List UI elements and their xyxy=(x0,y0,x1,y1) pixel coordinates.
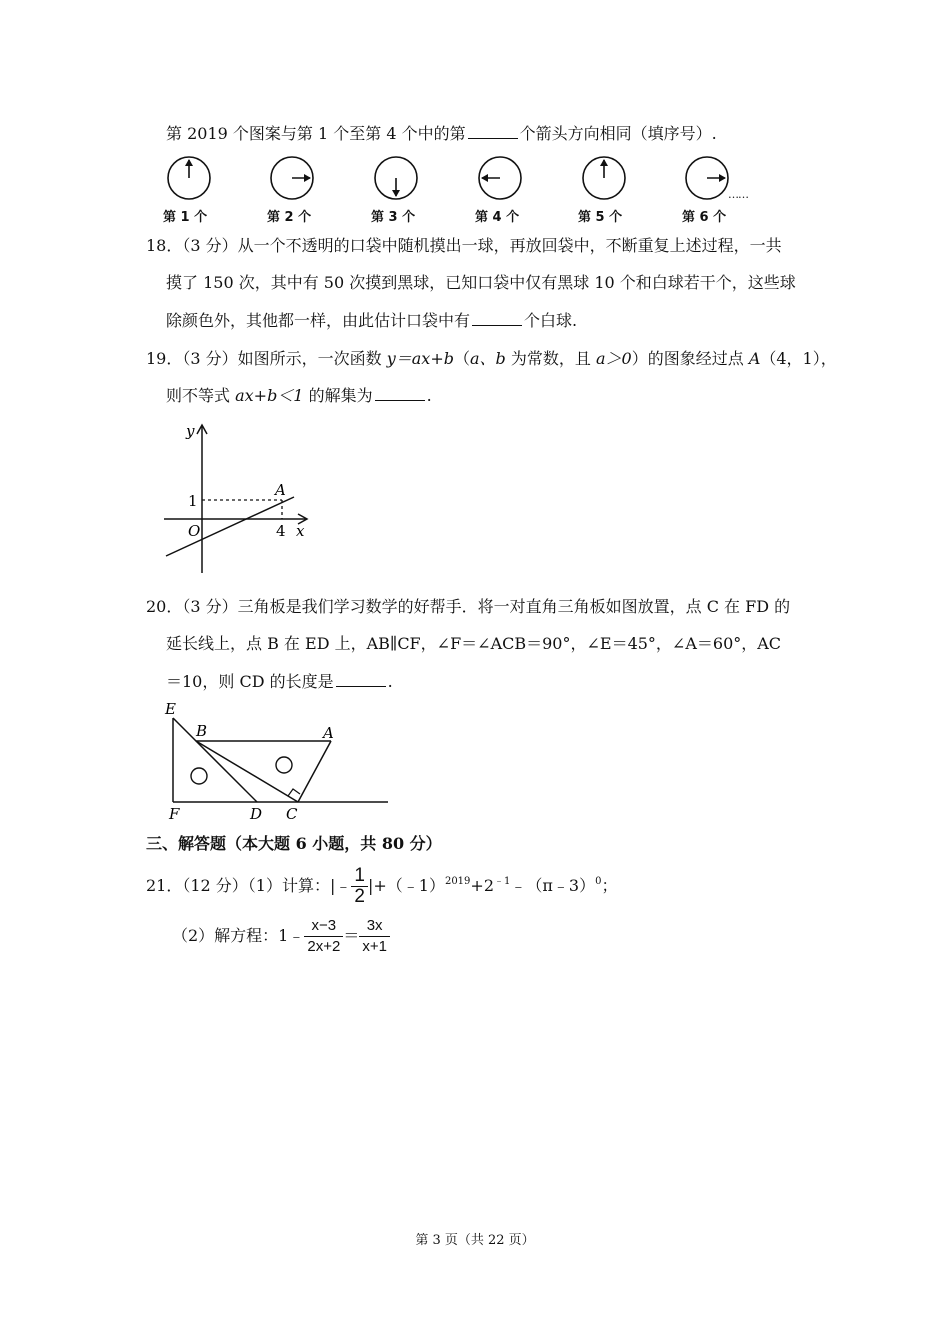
pattern-5-label: 第 5 个 xyxy=(578,210,623,225)
pattern-6-label: 第 6 个 xyxy=(682,210,727,225)
line-ac xyxy=(298,741,331,802)
pattern-2-icon xyxy=(271,157,313,199)
q19-graph xyxy=(160,418,320,578)
pattern-6-icon xyxy=(686,157,728,199)
hole-left xyxy=(191,768,207,784)
pattern-5-icon xyxy=(583,157,625,199)
pattern-3-icon xyxy=(375,157,417,199)
arrow-patterns-svg xyxy=(150,150,790,210)
q18-line-2: 摸了 150 次，其中有 50 次摸到黑球，已知口袋中仅有黑球 10 个和白球若干个，这些球 xyxy=(166,273,796,292)
pattern-1-label: 第 1 个 xyxy=(163,210,208,225)
q19-line-1: 19．（3 分）如图所示，一次函数 y＝ax+b（a、b 为常数，且 a＞0）的图象经过点 A（4，1）， xyxy=(146,349,837,368)
q20-line-1: 20．（3 分）三角板是我们学习数学的好帮手．将一对直角三角板如图放置，点 C 在 FD 的 xyxy=(146,597,791,616)
q18-line-1: 18．（3 分）从一个不透明的口袋中随机摸出一球，再放回袋中，不断重复上述过程，一共 xyxy=(146,236,782,255)
section-heading: 三、解答题（本大题 6 小题，共 80 分） xyxy=(146,834,442,853)
q19-line-2: 则不等式 ax+b＜1 的解集为 . xyxy=(166,386,432,405)
point-a-label: A xyxy=(275,481,286,499)
label-b: B xyxy=(196,722,208,740)
hole-right xyxy=(276,757,292,773)
pattern-4-icon xyxy=(479,157,521,199)
x-label: x xyxy=(296,522,305,540)
pattern-3-label: 第 3 个 xyxy=(371,210,416,225)
line-ed xyxy=(173,718,257,802)
q21-part-2: （2）解方程：1﹣ $\frac{x-3}{2x+2}$ ＝ $\frac{3x}{x+1}$ xyxy=(172,914,390,958)
q17-text: 第 2019 个图案与第 1 个至第 4 个中的第 个箭头方向相同（填序号）. xyxy=(166,124,717,143)
answer-blank xyxy=(468,124,518,139)
q20-line-3: ＝10，则 CD 的长度是 . xyxy=(166,672,393,691)
pattern-4-label: 第 4 个 xyxy=(475,210,520,225)
answer-blank xyxy=(336,672,386,687)
label-e: E xyxy=(165,700,176,718)
tick-four-label: 4 xyxy=(276,522,286,540)
label-d: D xyxy=(250,805,263,823)
q20-line-2: 延长线上，点 B 在 ED 上，AB∥CF，∠F＝∠ACB＝90°，∠E＝45°，∠A＝60°，AC xyxy=(166,634,782,653)
origin-label: O xyxy=(188,522,201,540)
label-f: F xyxy=(169,805,180,823)
page-footer: 第 3 页（共 22 页） xyxy=(415,1233,535,1248)
answer-blank xyxy=(472,311,522,326)
label-a: A xyxy=(323,724,334,742)
fraction-3x: $\frac{3x}{x+1}$ xyxy=(359,916,390,957)
arrow-patterns xyxy=(150,150,790,230)
pattern-ellipsis: …… xyxy=(728,188,748,201)
answer-blank xyxy=(375,386,425,401)
right-angle-mark xyxy=(288,789,300,796)
function-line xyxy=(166,497,294,556)
pattern-2-label: 第 2 个 xyxy=(267,210,312,225)
fraction-x-minus-3: $\frac{x-3}{2x+2}$ xyxy=(304,916,343,957)
y-label: y xyxy=(186,422,195,440)
q21-part-1: 21．（12 分）（1）计算：|﹣ $\frac{1}{2}$ $|+(﹣1)^{2019}+2^{﹣1}﹣(\pi﹣3)^0$； xyxy=(146,865,618,907)
label-c: C xyxy=(286,805,298,823)
pattern-1-icon xyxy=(168,157,210,199)
q18-line-3: 除颜色外，其他都一样，由此估计口袋中有 个白球. xyxy=(166,311,578,330)
fraction-one-half: $\frac{1}{2}$ xyxy=(351,866,368,907)
q20-figure xyxy=(160,698,400,823)
tick-one-label: 1 xyxy=(188,492,198,510)
